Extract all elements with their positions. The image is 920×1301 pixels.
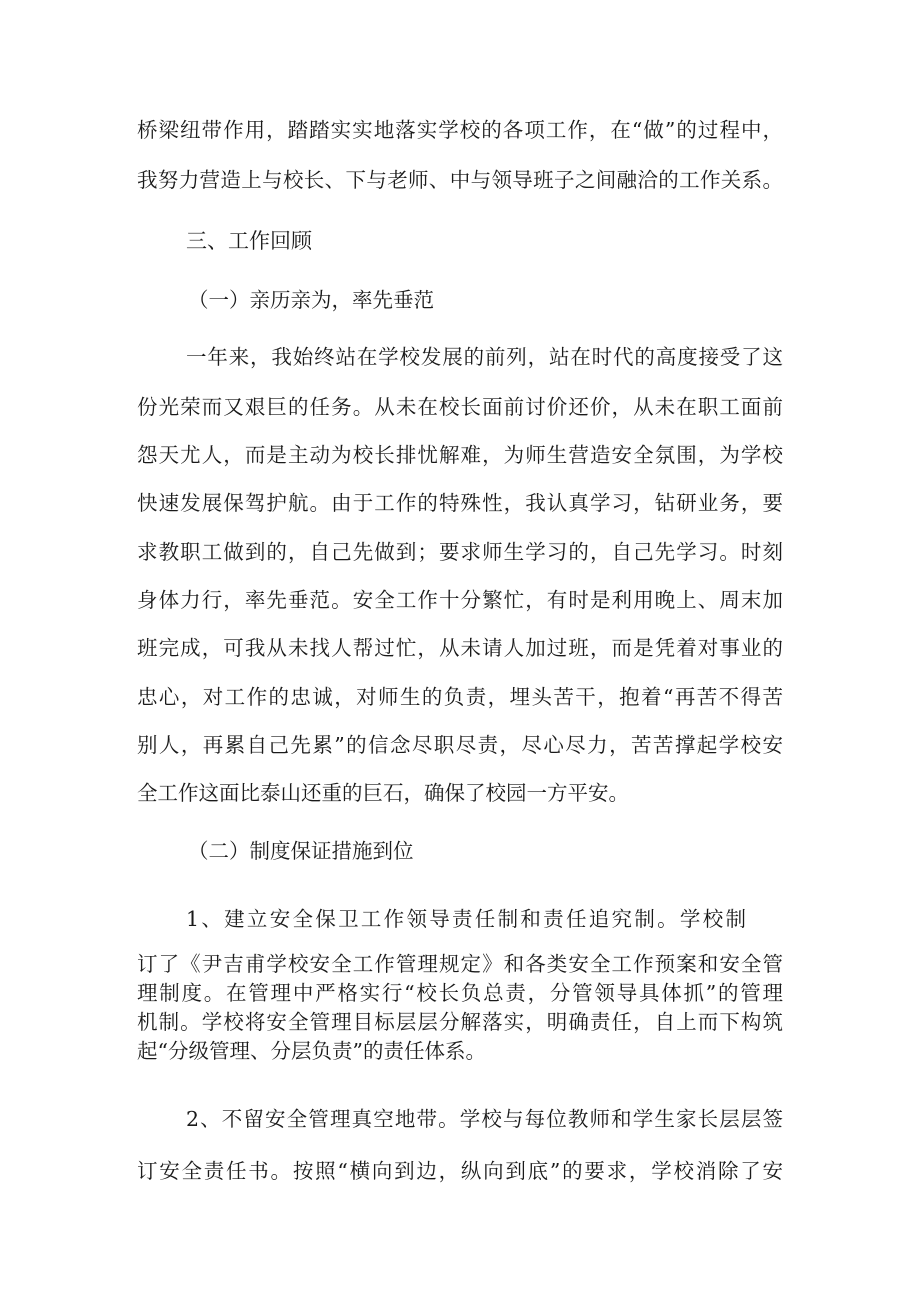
sub-heading-2: （二）制度保证措施到位 [188, 839, 414, 863]
paragraph-1-line-1: 一年来，我始终站在学校发展的前列，站在时代的高度接受了这 [186, 345, 783, 369]
paragraph-1-line-10: 全工作这面比泰山还重的巨石，确保了校园一方平安。 [137, 781, 629, 805]
paragraph-1-line-3: 怨天尤人，而是主动为校长排忧解难，为师生营造安全氛围，为学校 [137, 443, 783, 467]
item-2-line-1: 2、不留安全管理真空地带。学校与每位教师和学生家长层层签 [186, 1107, 783, 1131]
item-1-line-4: 机制。学校将安全管理目标层层分解落实，明确责任，自上而下构筑 [137, 1010, 783, 1034]
paragraph-1-line-7: 班完成，可我从未找人帮过忙，从未请人加过班，而是凭着对事业的 [137, 636, 783, 660]
item-1-line-2: 订了《尹吉甫学校安全工作管理规定》和各类安全工作预案和安全管 [137, 952, 783, 976]
paragraph-1-line-9: 别人，再累自己先累”的信念尽职尽责，尽心尽力，苦苦撑起学校安 [137, 733, 783, 757]
paragraph-1-line-8: 忠心，对工作的忠诚，对师生的负责，埋头苦干，抱着“再苦不得苦 [137, 685, 783, 709]
item-1-line-5: 起“分级管理、分层负责”的责任体系。 [137, 1039, 486, 1063]
item-2-line-2: 订安全责任书。按照“横向到边，纵向到底”的要求，学校消除了安 [137, 1159, 783, 1183]
sub-heading-1: （一）亲历亲为，率先垂范 [188, 288, 434, 312]
intro-line-2: 我努力营造上与校长、下与老师、中与领导班子之间融洽的工作关系。 [137, 168, 783, 192]
paragraph-1-line-5: 求教职工做到的，自己先做到；要求师生学习的，自己先学习。时刻 [137, 540, 783, 564]
paragraph-1-line-4: 快速发展保驾护航。由于工作的特殊性，我认真学习，钻研业务，要 [137, 491, 783, 515]
paragraph-1-line-2: 份光荣而又艰巨的任务。从未在校长面前讨价还价，从未在职工面前 [137, 395, 783, 419]
paragraph-1-line-6: 身体力行，率先垂范。安全工作十分繁忙，有时是利用晚上、周末加 [137, 588, 783, 612]
item-1-line-1: 1、建立安全保卫工作领导责任制和责任追究制。学校制 [186, 907, 746, 931]
section-heading: 三、工作回顾 [186, 229, 312, 253]
item-1-line-3: 理制度。在管理中严格实行“校长负总责，分管领导具体抓”的管理 [137, 981, 783, 1005]
intro-line-1: 桥梁纽带作用，踏踏实实地落实学校的各项工作，在“做”的过程中， [137, 118, 783, 142]
